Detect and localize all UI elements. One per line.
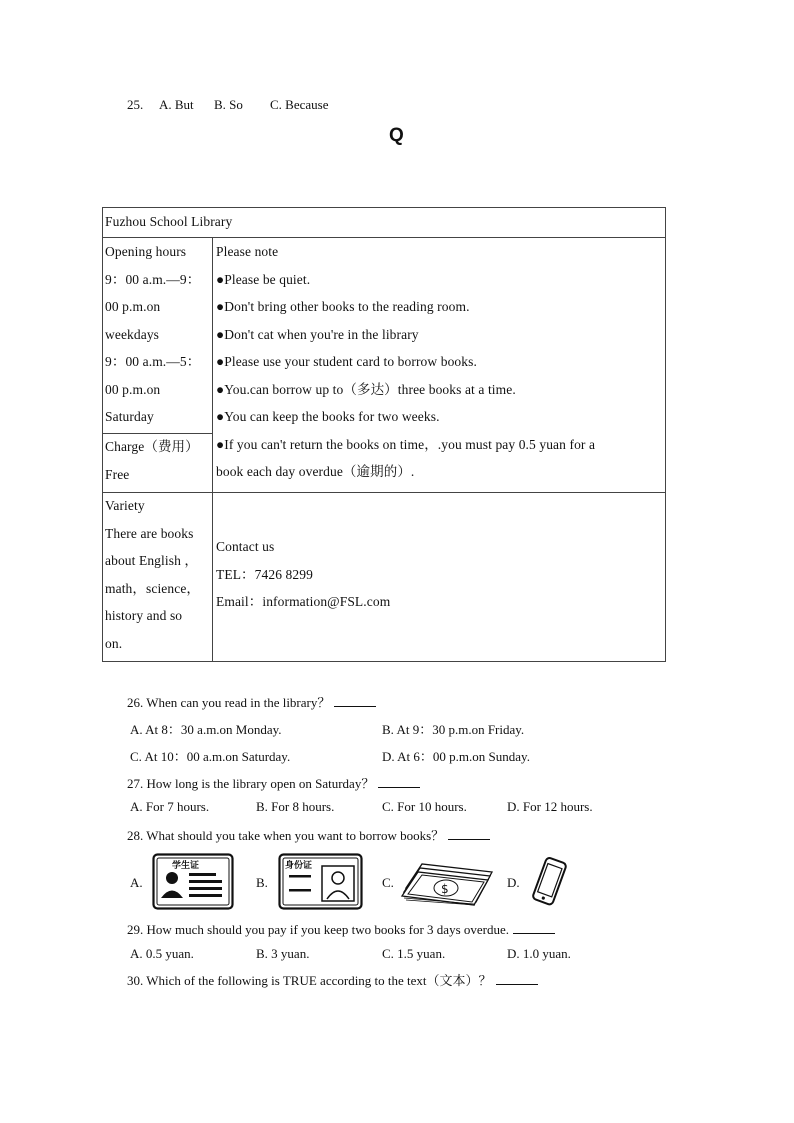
contact-email: Email：information@FSL.com [216,594,391,609]
q28-option-a[interactable]: A. [130,875,143,890]
q27-text [127,773,420,792]
opening-hours-line: weekdays [105,326,160,342]
q27-option-d[interactable]: D. For 12 hours. [507,799,593,814]
rules-heading: Please note [216,244,279,259]
q29-option-b[interactable]: B. 3 yuan. [256,946,310,961]
contact-heading: Contact us [216,539,275,554]
contact-cell [216,533,663,616]
q26-question: 26. When can you read in the library？ [127,695,331,710]
notice-title: Fuzhou School Library [105,214,233,229]
q26-option-a[interactable]: A. At 8：30 a.m.on Monday. [130,722,282,737]
opening-hours-cell [105,238,211,431]
q27-answer-blank[interactable] [378,775,420,788]
student-card-icon[interactable] [152,853,234,910]
q28-answer-blank[interactable] [448,827,490,840]
money-icon[interactable] [400,858,495,906]
q29-option-c[interactable]: C. 1.5 yuan. [382,946,446,961]
opening-hours-label: Opening hours [105,244,187,259]
q28-question: 28. What should you take when you want to borrow books？ [127,828,445,843]
rule-item: book each day overdue（逾期的）. [216,464,415,479]
opening-hours-line: 9：00 a.m.—5： [105,354,201,369]
q30-text [127,970,538,989]
q30-answer-blank[interactable] [496,972,538,985]
id-card-icon[interactable] [278,853,363,910]
variety-cell [105,492,211,657]
opening-hours-line: Saturday [105,409,154,424]
svg-text:$: $ [441,882,449,896]
variety-line: math，science， [105,580,201,596]
q29-option-a[interactable]: A. 0.5 yuan. [130,946,194,961]
q26-answer-blank[interactable] [334,694,376,707]
q29-option-d[interactable]: D. 1.0 yuan. [507,946,571,961]
rule-item: ●Don't cat when you're in the library [216,326,419,342]
q26-option-b[interactable]: B. At 9：30 p.m.on Friday. [382,722,525,737]
q29-question: 29. How much should you pay if you keep two books for 3 days overdue. [127,922,509,937]
q26-option-c[interactable]: C. At 10：00 a.m.on Saturday. [130,749,291,764]
q27-option-b[interactable]: B. For 8 hours. [256,799,335,814]
q25-option-b[interactable]: B. So [214,97,243,112]
q28-option-c[interactable]: C. [382,875,394,890]
opening-hours-line: 00 p.m.on [105,299,161,314]
variety-line: about English ， [105,553,198,568]
variety-line: on. [105,635,123,651]
q25-option-c[interactable]: C. Because [270,97,329,112]
section-label: Q [389,125,404,146]
q25-option-a[interactable]: A. But [159,97,194,112]
id-card-title: 身份证 [285,861,313,871]
q27-question: 27. How long is the library open on Saturday？ [127,776,375,791]
q27-option-c[interactable]: C. For 10 hours. [382,799,467,814]
variety-label: Variety [105,498,145,513]
charge-label: Charge（费用） [105,439,199,454]
q29-text [127,921,555,938]
charge-cell [105,433,211,488]
q26-option-d[interactable]: D. At 6：00 p.m.on Sunday. [382,749,530,764]
q25-number: 25. [127,97,144,112]
library-notice-table [102,207,666,662]
rule-item: ●Don't bring other books to the reading room. [216,299,470,314]
contact-tel: TEL：7426 8299 [216,566,313,582]
rule-item: ●Please use your student card to borrow books. [216,354,477,369]
charge-value: Free [105,466,130,482]
opening-hours-line: 9：00 a.m.—9： [105,271,201,287]
rule-item: ●If you can't return the books on time，.you must pay 0.5 yuan for a [216,436,596,452]
q26-text [127,692,376,711]
variety-line: There are books [105,525,194,541]
rules-cell [216,238,663,486]
q28-text [127,825,490,844]
variety-line: history and so [105,608,183,623]
q29-answer-blank[interactable] [513,921,555,934]
table-divider [212,237,213,661]
rule-item: ●You can keep the books for two weeks. [216,409,440,424]
phone-icon[interactable] [527,856,572,906]
opening-hours-line: 00 p.m.on [105,381,161,397]
q28-option-d[interactable]: D. [507,875,520,890]
q30-question: 30. Which of the following is TRUE according to the text（文本）？ [127,973,492,988]
q28-option-b[interactable]: B. [256,875,268,890]
rule-item: ●Please be quiet. [216,271,311,287]
student-card-title: 学生证 [172,861,200,871]
q27-option-a[interactable]: A. For 7 hours. [130,799,210,814]
rule-item: ●You.can borrow up to（多达）three books at a time. [216,381,516,397]
